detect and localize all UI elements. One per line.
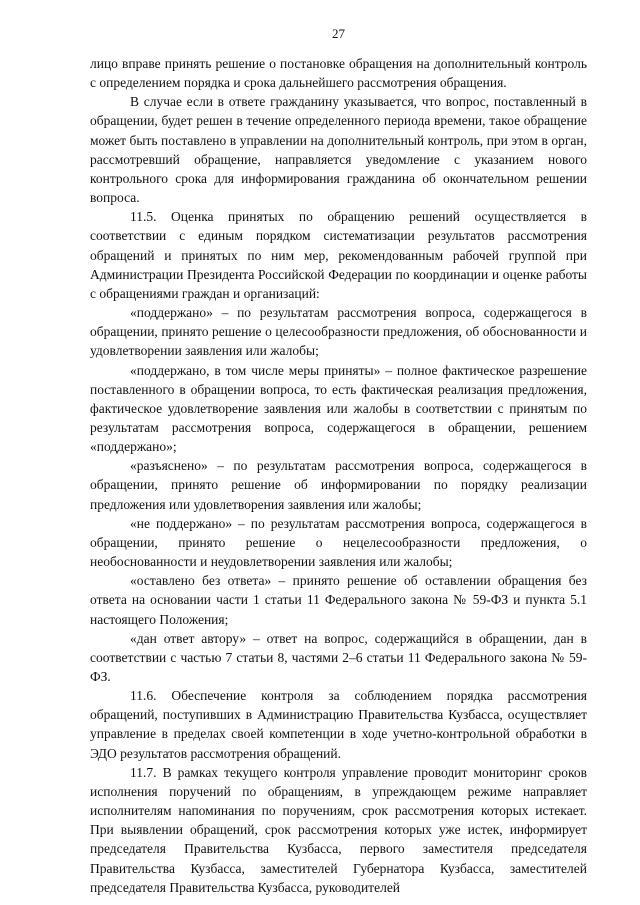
document-page [90, 26, 587, 897]
paragraph-explained: «разъяснено» – по результатам рассмотрения вопроса, содержащегося в обращении, принято решение об информировании по порядку реализации предложения или удовлетворения заявления или жалобы; [90, 458, 587, 512]
paragraph-not-supported: «не поддержано» – по результатам рассмотрения вопроса, содержащегося в обращении, принято решение о нецелесообразности предложения, о необоснованности и неудовлетворении заявления или жалобы; [90, 515, 587, 570]
page-number: 27 [332, 26, 345, 41]
paragraph-supported: «поддержано» – по результатам рассмотрения вопроса, содержащегося в обращении, принято решение о целесообразности предложения, об обоснованности и удовлетворении заявления или жалобы; [90, 305, 587, 359]
paragraph-left-without-answer: «оставлено без ответа» – принято решение об оставлении обращения без ответа на основании части 1 статьи 11 Федерального закона № 59-ФЗ и пункта 5.1 настоящего Положения; [90, 573, 587, 627]
paragraph-continuation: лицо вправе принять решение о постановке обращения на дополнительный контроль с определением порядка и срока дальнейшего рассмотрения обращения. [90, 56, 587, 91]
document-body [90, 54, 587, 897]
paragraph-11-5: 11.5. Оценка принятых по обращению решений осуществляется в соответствии с единым порядком систематизации результатов рассмотрения обращений и принятых по ним мер, рекомендованным рабочей группой при Администрации Президента Российской Федерации по координации и оценке работы с обращениями граждан и организаций: [90, 209, 587, 301]
paragraph-11-7: 11.7. В рамках текущего контроля управление проводит мониторинг сроков исполнения поручений по обращениям, в упреждающем режиме направляет исполнителям напоминания по поручениям, срок рассмотрения которых истекает. При выявлении обращений, срок рассмотрения которых уже истек, информирует председателя Правительства Кузбасса, первого заместителя председателя Правительства Кузбасса, заместителей Губернатора Кузбасса, заместителей председателя Правительства Кузбасса, руководителей [90, 764, 587, 895]
paragraph-supported-measures-taken: «поддержано, в том числе меры приняты» – полное фактическое разрешение поставленного в обращении вопроса, то есть фактическая реализация предложения, фактическое удовлетворение заявления или жалобы в соответствии с принятым по результатам рассмотрения вопроса, содержащегося в обращении, решением «поддержано»; [90, 362, 587, 455]
paragraph-extended-control: В случае если в ответе гражданину указывается, что вопрос, поставленный в обращении, будет решен в течение определенного периода времени, такое обращение может быть поставлено в управлении на дополнительный контроль, при этом в орган, рассмотревший обращение, направляется уведомление с указанием нового контрольного срока для информирования гражданина об окончательном решении вопроса. [90, 94, 587, 206]
paragraph-answer-given: «дан ответ автору» – ответ на вопрос, содержащийся в обращении, дан в соответствии с частью 7 статьи 8, частями 2–6 статьи 11 Федерального закона № 59-ФЗ. [90, 630, 587, 684]
paragraph-11-6: 11.6. Обеспечение контроля за соблюдением порядка рассмотрения обращений, поступивших в Администрацию Правительства Кузбасса, осуществляет управление в пределах своей компетенции в ходе учетно-контрольной обработки в ЭДО результатов рассмотрения обращений. [90, 688, 587, 761]
